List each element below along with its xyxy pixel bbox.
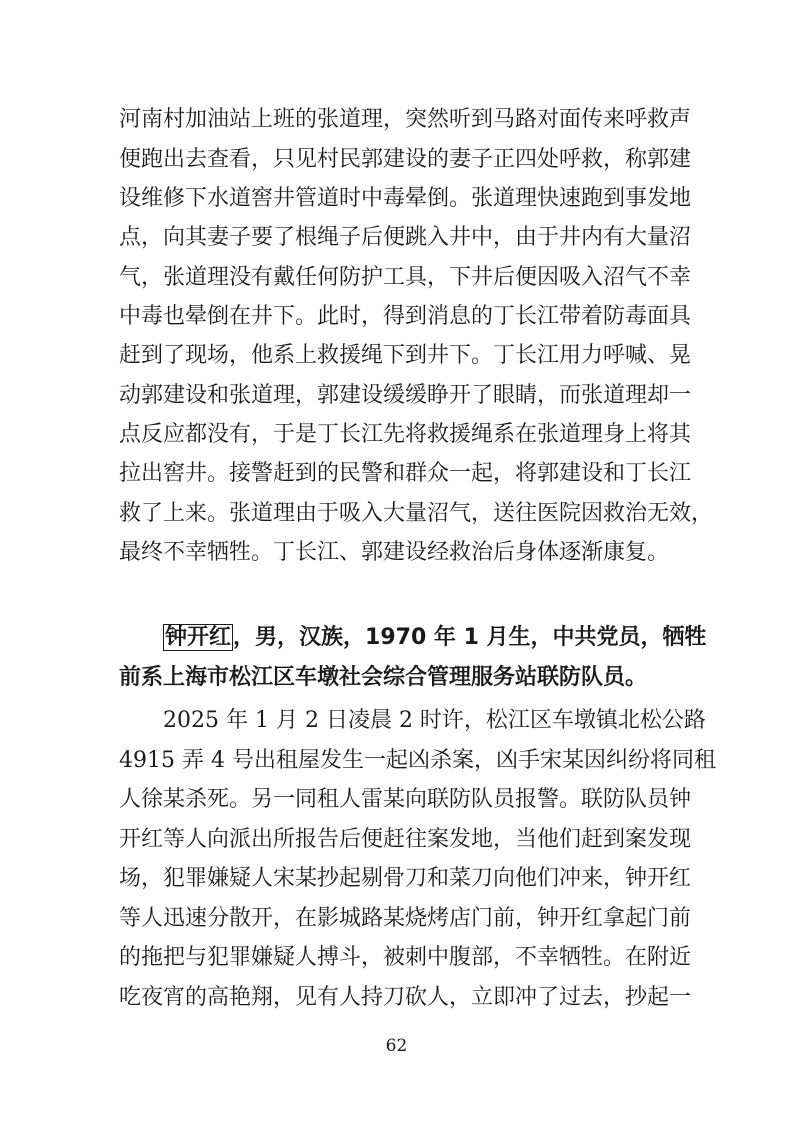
paragraph-line: 4915 弄 4 号出租屋发生一起凶杀案，凶手宋某因纠纷将同租 xyxy=(119,748,716,773)
paragraph-line: 气，张道理没有戴任何防护工具，下井后便因吸入沼气不幸 xyxy=(119,265,692,290)
paragraph-line: 等人迅速分散开，在影城路某烧烤店门前，钟开红拿起门前 xyxy=(119,906,692,931)
paragraph-line: 点，向其妻子要了根绳子后便跳入井中，由于井内有大量沼 xyxy=(119,225,692,250)
paragraph-line: 中毒也晕倒在井下。此时，得到消息的丁长江带着防毒面具 xyxy=(119,304,692,329)
paragraph-line: 最终不幸牺牲。丁长江、郭建设经救治后身体逐渐康复。 xyxy=(119,540,670,565)
paragraph-line: 开红等人向派出所报告后便赶往案发地，当他们赶到案发现 xyxy=(119,827,692,852)
page-number: 62 xyxy=(385,1036,408,1056)
paragraph-line: 河南村加油站上班的张道理，突然听到马路对面传来呼救声 xyxy=(119,107,692,132)
paragraph-line: 场，犯罪嫌疑人宋某抄起剔骨刀和菜刀向他们冲来，钟开红 xyxy=(119,866,692,891)
paragraph-line: 动郭建设和张道理，郭建设缓缓睁开了眼睛，而张道理却一 xyxy=(119,383,692,408)
paragraph-line: 救了上来。张道理由于吸入大量沼气，送往医院因救治无效， xyxy=(119,501,714,526)
person-name-highlight: 钟开红 xyxy=(165,625,232,650)
paragraph-line: 吃夜宵的高艳翔，见有人持刀砍人，立即冲了过去，抄起一 xyxy=(119,985,692,1010)
person-heading-line-2: 前系上海市松江区车墩社会综合管理服务站联防队员。 xyxy=(119,665,648,690)
person-heading-line-1 xyxy=(163,623,707,653)
paragraph-line: 2025 年 1 月 2 日凌晨 2 时许，松江区车墩镇北松公路 xyxy=(163,708,706,733)
paragraph-line: 赶到了现场，他系上救援绳下到井下。丁长江用力呼喊、晃 xyxy=(119,343,692,368)
paragraph-line: 点反应都没有，于是丁长江先将救援绳系在张道理身上将其 xyxy=(119,422,692,447)
paragraph-line: 拉出窖井。接警赶到的民警和群众一起，将郭建设和丁长江 xyxy=(119,461,692,486)
paragraph-line: 人徐某杀死。另一同租人雷某向联防队员报警。联防队员钟 xyxy=(119,787,692,812)
person-heading-details: ，男，汉族，1970 年 1 月生，中共党员，牺牲 xyxy=(233,625,707,650)
paragraph-line: 便跑出去查看，只见村民郭建设的妻子正四处呼救，称郭建 xyxy=(119,147,692,172)
paragraph-line: 的拖把与犯罪嫌疑人搏斗，被刺中腹部，不幸牺牲。在附近 xyxy=(119,945,692,970)
paragraph-line: 设维修下水道窖井管道时中毒晕倒。张道理快速跑到事发地 xyxy=(119,186,692,211)
